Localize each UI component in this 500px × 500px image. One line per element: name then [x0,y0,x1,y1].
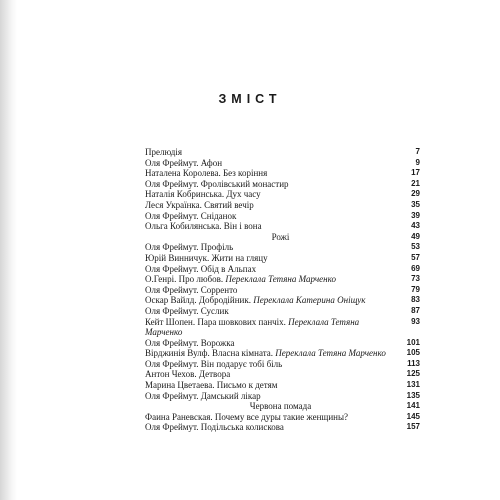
toc-entry-title: Прелюдія [145,147,182,157]
toc-entry-page: 101 [406,337,420,347]
toc-entry-page: 79 [411,284,420,294]
toc-entry-title: Наталена Королева. Без коріння [145,168,268,179]
toc-entry-page: 87 [411,305,420,315]
toc-entry-page: 93 [411,316,420,326]
toc-entry [145,221,420,232]
toc-entry-title: Фаина Раневская. Почему все дуры такие женщины? [145,411,348,422]
toc-entry-translator: Переклала Тетяна Марченко [145,316,360,338]
toc-entry-title: Оля Фреймут. Він подарує тобі біль [145,358,283,369]
toc-entry [145,285,420,296]
toc-entry [145,422,420,433]
toc-entry [145,412,420,423]
toc-entry [145,168,420,179]
toc-entry-title: Ольга Кобилянська. Він і вона [145,221,262,232]
toc-entry-text [145,348,406,359]
toc-entry-translator: Переклала Тетяна Марченко [225,274,337,285]
toc-entry-page: 131 [406,380,420,390]
toc-entry-title: Оля Фреймут. Фролівський монастир [145,178,289,189]
toc-entry [145,242,420,253]
toc-entry-page: 141 [406,401,420,411]
toc-entry-page: 9 [415,157,420,167]
toc-entry-translator: Переклала Катерина Оніщук [253,295,366,306]
toc-entry-page: 53 [411,242,420,252]
toc-entry-page: 73 [411,274,420,284]
toc-entry-page: 57 [411,252,420,262]
toc-entry-title: Оля Фреймут. Суслик [145,305,229,316]
toc-entry [145,189,420,200]
toc-entry-page: 135 [406,390,420,400]
toc-entry-page: 21 [411,178,420,188]
toc-entry-title: Оскар Вайлд. Добродійник. [145,295,251,306]
toc-entry-title: Наталія Кобринська. Дух часу [145,189,261,200]
toc-entry [145,179,420,190]
toc-entry [145,359,420,370]
toc-entry-text [145,317,406,338]
toc-entry [145,158,420,169]
toc-entry-title: Оля Фреймут. Подільська колискова [145,422,284,433]
table-of-contents [145,147,420,433]
toc-entry-page: 157 [406,422,420,432]
toc-entry-page: 49 [411,231,420,241]
toc-entry-page: 39 [411,210,420,220]
toc-entry-translator: Переклала Тетяна Марченко [275,348,386,359]
toc-entry-page: 145 [406,411,420,421]
toc-entry-title: Юрій Винничук. Жити на гляцу [145,252,268,263]
toc-entry [145,306,420,317]
toc-title: ЗМІСТ [218,92,282,106]
toc-entry [145,200,420,211]
toc-entry-page: 17 [411,168,420,178]
toc-entry-title: Оля Фреймут. Сорренто [145,284,238,295]
toc-entry [145,380,420,391]
toc-entry [145,338,420,349]
toc-entry-page: 113 [407,358,420,368]
toc-entry-title: Оля Фреймут. Обід в Альпах [145,263,257,274]
toc-entry [145,317,420,338]
toc-entry-title: Оля Фреймут. Сніданок [145,210,237,221]
toc-entry-title: Оля Фреймут. Афон [145,157,223,168]
toc-entry-title: Оля Фреймут. Профіль [145,242,234,253]
toc-entry [145,295,420,306]
toc-entry-page: 43 [411,221,420,231]
toc-entry [145,369,420,380]
page-gutter-shadow [0,0,17,500]
toc-entry-title: Оля Фреймут. Ворожка [145,337,235,348]
toc-entry-title: Антон Чехов. Детвора [145,369,231,380]
toc-entry [145,401,420,412]
toc-entry-page: 29 [411,189,420,199]
toc-entry [145,264,420,275]
toc-entry-title: О.Генрі. Про любов. [145,274,224,285]
toc-entry-page: 105 [406,348,420,358]
toc-entry [145,391,420,402]
toc-entry-page: 69 [411,263,420,273]
toc-entry-title: Марина Цветаева. Письмо к детям [145,380,278,391]
toc-entry [145,253,420,264]
toc-entry-title: Оля Фреймут. Дамський лікар [145,390,261,401]
toc-entry [145,232,420,243]
toc-entry-page: 35 [411,199,420,209]
toc-entry-text [145,274,406,285]
toc-entry-page: 83 [411,295,420,305]
toc-entry-page: 125 [406,369,420,379]
toc-entry-title: Кейт Шопен. Пара шовкових панчіх. [145,316,286,327]
toc-entry [145,348,420,359]
toc-entry-text [145,295,406,306]
toc-entry [145,211,420,222]
toc-entry-title: Рожі [271,231,290,242]
toc-entry-title: Вірджинія Вулф. Власна кімната. [145,348,273,359]
toc-entry [145,147,420,158]
toc-entry-title: Леся Українка. Святий вечір [145,199,254,210]
toc-entry-title: Червона помада [249,401,312,412]
toc-entry [145,274,420,285]
toc-entry-page: 7 [415,147,420,156]
